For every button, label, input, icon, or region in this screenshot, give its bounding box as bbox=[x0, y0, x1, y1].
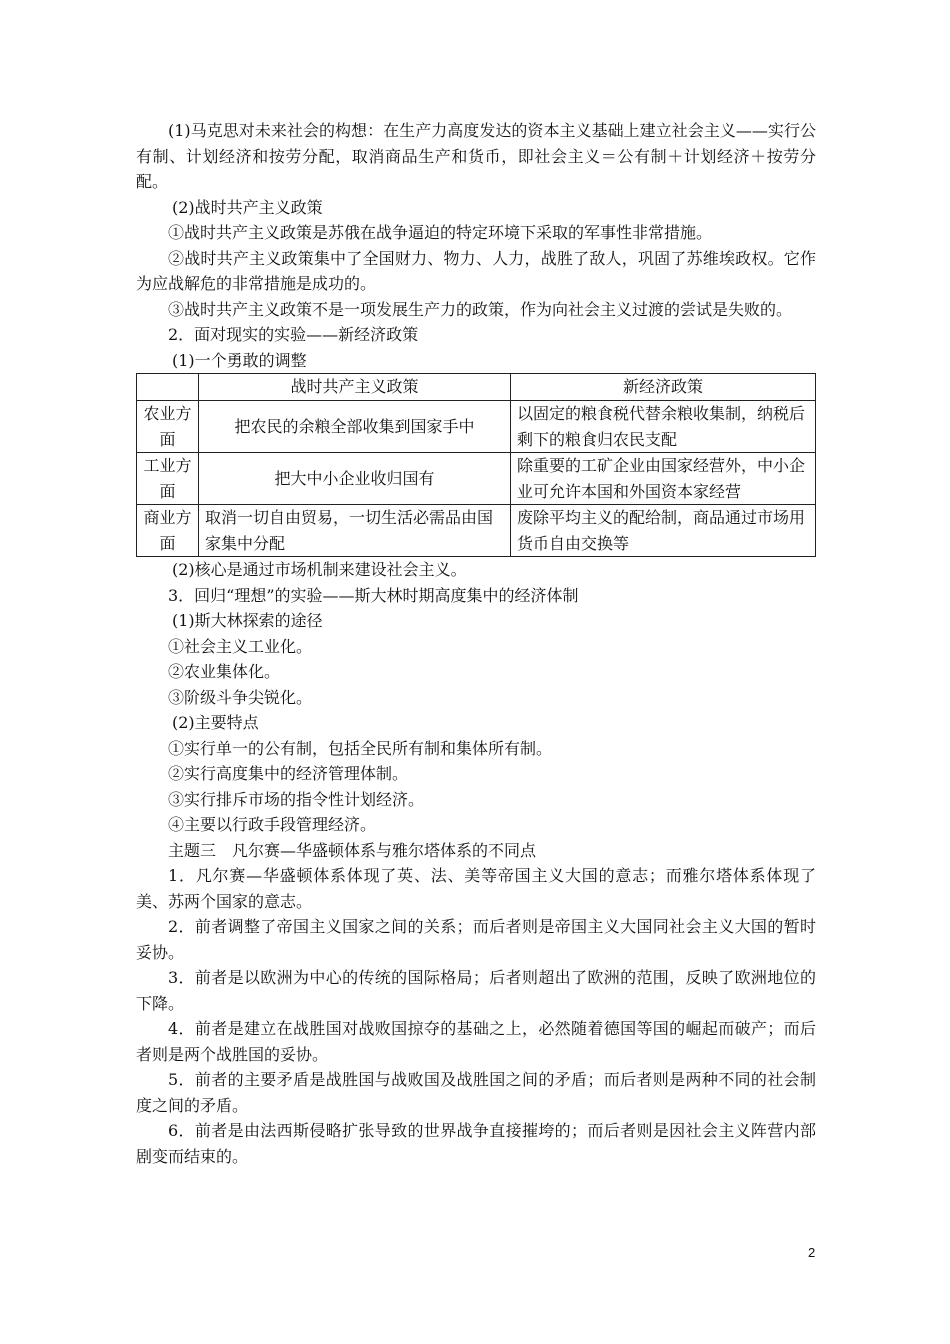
table-row bbox=[137, 505, 816, 557]
list-item: ①实行单一的公有制，包括全民所有制和集体所有制。 bbox=[168, 738, 553, 758]
table-header-row bbox=[137, 374, 816, 401]
paragraph: (1)一个勇敢的调整 bbox=[172, 350, 307, 370]
page-number: 2 bbox=[808, 1245, 816, 1260]
list-item: 1．凡尔赛—华盛顿体系体现了英、法、美等帝国主义大国的意志；而雅尔塔体系体现了美、苏两个国家的意志。 bbox=[136, 866, 816, 911]
list-item: 6．前者是由法西斯侵略扩张导致的世界战争直接摧垮的；而后者则是因社会主义阵营内部剧变而结束的。 bbox=[136, 1121, 816, 1166]
paragraph: ①战时共产主义政策是苏俄在战争逼迫的特定环境下采取的军事性非常措施。 bbox=[168, 223, 713, 242]
list-item: ③实行排斥市场的指令性计划经济。 bbox=[168, 789, 425, 809]
list-item: ①社会主义工业化。 bbox=[168, 636, 313, 656]
table-row bbox=[137, 401, 816, 453]
table-cell-nep: 以固定的粮食税代替余粮收集制，纳税后剩下的粮食归农民支配 bbox=[511, 401, 816, 453]
list-item: 5．前者的主要矛盾是战胜国与战败国及战胜国之间的矛盾；而后者则是两种不同的社会制度之间的矛盾。 bbox=[136, 1070, 816, 1115]
document-body bbox=[136, 118, 816, 1169]
list-item: ②实行高度集中的经济管理体制。 bbox=[168, 764, 409, 783]
list-item: 2．前者调整了帝国主义国家之间的关系；而后者则是帝国主义大国同社会主义大国的暂时妥协。 bbox=[136, 917, 816, 962]
table-row-category: 工业方面 bbox=[137, 453, 199, 505]
table-cell-nep: 除重要的工矿企业由国家经营外，中小企业可允许本国和外国资本家经营 bbox=[511, 453, 816, 505]
table-row-category: 商业方面 bbox=[137, 505, 199, 557]
section-heading: 主题三 凡尔赛—华盛顿体系与雅尔塔体系的不同点 bbox=[168, 840, 537, 860]
list-item: ③阶级斗争尖锐化。 bbox=[168, 687, 313, 707]
table-cell-nep: 废除平均主义的配给制，商品通过市场用货币自由交换等 bbox=[511, 505, 816, 557]
paragraph: (2)主要特点 bbox=[172, 713, 259, 732]
paragraph: ②战时共产主义政策集中了全国财力、物力、人力，战胜了敌人，巩固了苏维埃政权。它作为应战解危的非常措施是成功的。 bbox=[136, 248, 816, 293]
table-row-category: 农业方面 bbox=[137, 401, 199, 453]
paragraph: (1)马克思对未来社会的构想：在生产力高度发达的资本主义基础上建立社会主义——实行公有制、计划经济和按劳分配，取消商品生产和货币，即社会主义＝公有制＋计划经济＋按劳分配。 bbox=[136, 121, 816, 191]
table-row bbox=[137, 453, 816, 505]
section-heading: 3．回归“理想”的实验——斯大林时期高度集中的经济体制 bbox=[168, 585, 579, 605]
paragraph: (1)斯大林探索的途径 bbox=[172, 611, 323, 630]
list-item: ④主要以行政手段管理经济。 bbox=[168, 815, 377, 834]
policy-comparison-table bbox=[136, 373, 816, 557]
section-heading: 2．面对现实的实验——新经济政策 bbox=[168, 325, 419, 344]
paragraph: (2)核心是通过市场机制来建设社会主义。 bbox=[172, 560, 467, 579]
table-cell-war-communism: 取消一切自由贸易，一切生活必需品由国家集中分配 bbox=[199, 505, 511, 557]
table-header-cell bbox=[137, 374, 199, 401]
list-item: 4．前者是建立在战胜国对战败国掠夺的基础之上，必然随着德国等国的崛起而破产；而后者则是两个战胜国的妥协。 bbox=[136, 1019, 816, 1064]
paragraph: ③战时共产主义政策不是一项发展生产力的政策，作为向社会主义过渡的尝试是失败的。 bbox=[168, 299, 793, 319]
table-header-cell: 战时共产主义政策 bbox=[199, 374, 511, 401]
table-cell-war-communism: 把农民的余粮全部收集到国家手中 bbox=[199, 401, 511, 453]
paragraph: (2)战时共产主义政策 bbox=[172, 197, 323, 217]
list-item: 3．前者是以欧洲为中心的传统的国际格局；后者则超出了欧洲的范围，反映了欧洲地位的下降。 bbox=[136, 968, 816, 1013]
list-item: ②农业集体化。 bbox=[168, 662, 281, 681]
table-cell-war-communism: 把大中小企业收归国有 bbox=[199, 453, 511, 505]
table-header-cell: 新经济政策 bbox=[511, 374, 816, 401]
